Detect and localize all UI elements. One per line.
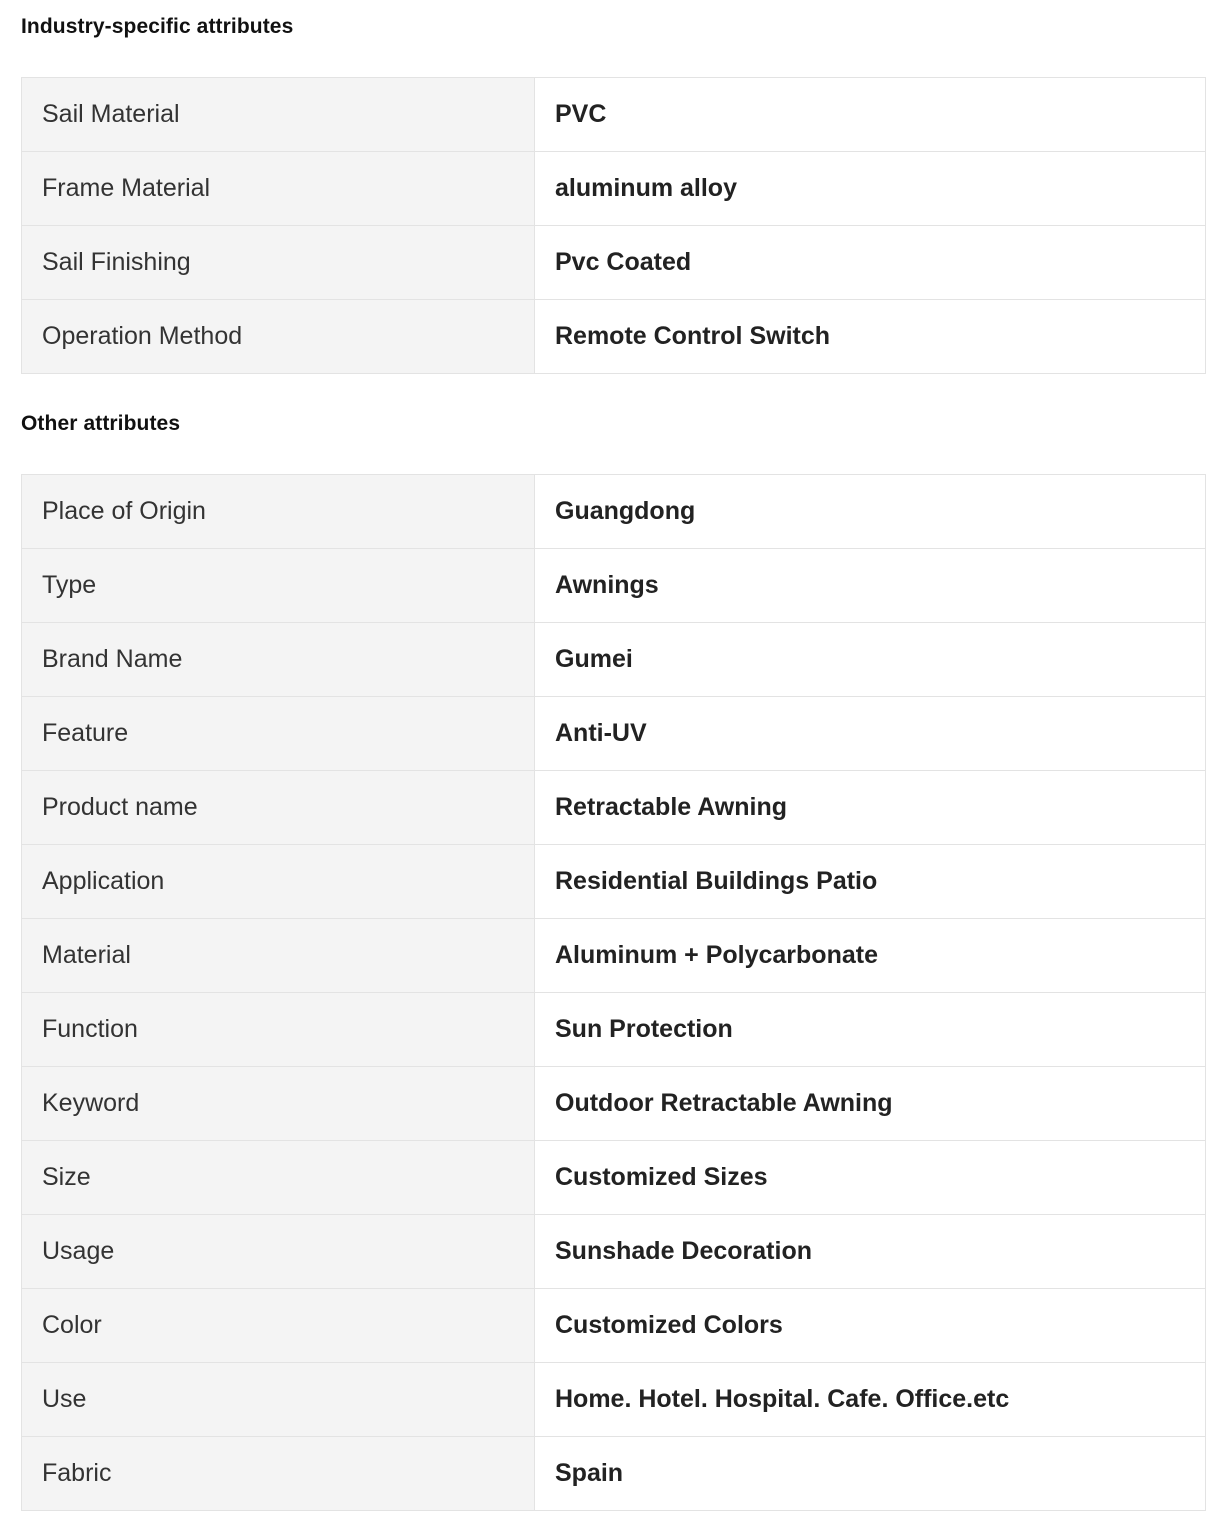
attribute-row xyxy=(22,475,1206,549)
attribute-row xyxy=(22,993,1206,1067)
attribute-label: Usage xyxy=(22,1215,535,1289)
attribute-row xyxy=(22,623,1206,697)
attribute-value: Anti-UV xyxy=(535,697,1206,771)
attribute-label: Sail Material xyxy=(22,78,535,152)
attribute-value: Retractable Awning xyxy=(535,771,1206,845)
attribute-label: Type xyxy=(22,549,535,623)
attribute-value: Outdoor Retractable Awning xyxy=(535,1067,1206,1141)
attribute-value: Gumei xyxy=(535,623,1206,697)
attribute-row xyxy=(22,919,1206,993)
attribute-label: Use xyxy=(22,1363,535,1437)
attribute-row xyxy=(22,1141,1206,1215)
attribute-row xyxy=(22,549,1206,623)
industry-attributes-table xyxy=(21,77,1206,374)
attribute-value: aluminum alloy xyxy=(535,152,1206,226)
attribute-value: Residential Buildings Patio xyxy=(535,845,1206,919)
industry-attributes-heading: Industry-specific attributes xyxy=(21,15,294,38)
attribute-label: Color xyxy=(22,1289,535,1363)
attribute-row xyxy=(22,1215,1206,1289)
attribute-row xyxy=(22,300,1206,374)
attribute-value: Aluminum + Polycarbonate xyxy=(535,919,1206,993)
attribute-row xyxy=(22,771,1206,845)
attribute-value: Sunshade Decoration xyxy=(535,1215,1206,1289)
attribute-label: Feature xyxy=(22,697,535,771)
attribute-value: Guangdong xyxy=(535,475,1206,549)
attribute-label: Material xyxy=(22,919,535,993)
attribute-label: Function xyxy=(22,993,535,1067)
attribute-label: Application xyxy=(22,845,535,919)
attribute-row xyxy=(22,697,1206,771)
attribute-value: Customized Sizes xyxy=(535,1141,1206,1215)
attribute-value: Customized Colors xyxy=(535,1289,1206,1363)
attribute-label: Brand Name xyxy=(22,623,535,697)
attribute-label: Fabric xyxy=(22,1437,535,1511)
attribute-value: Sun Protection xyxy=(535,993,1206,1067)
other-attributes-heading: Other attributes xyxy=(21,412,181,435)
attribute-row xyxy=(22,1363,1206,1437)
attribute-label: Product name xyxy=(22,771,535,845)
attribute-row xyxy=(22,1067,1206,1141)
attribute-row xyxy=(22,226,1206,300)
attribute-label: Keyword xyxy=(22,1067,535,1141)
attribute-value: PVC xyxy=(535,78,1206,152)
attribute-label: Sail Finishing xyxy=(22,226,535,300)
attribute-row xyxy=(22,78,1206,152)
attribute-row xyxy=(22,152,1206,226)
attribute-row xyxy=(22,1437,1206,1511)
attribute-value: Remote Control Switch xyxy=(535,300,1206,374)
attribute-label: Frame Material xyxy=(22,152,535,226)
attribute-label: Size xyxy=(22,1141,535,1215)
attribute-value: Home. Hotel. Hospital. Cafe. Office.etc xyxy=(535,1363,1206,1437)
attribute-label: Place of Origin xyxy=(22,475,535,549)
attribute-row xyxy=(22,1289,1206,1363)
attribute-row xyxy=(22,845,1206,919)
attribute-value: Awnings xyxy=(535,549,1206,623)
other-attributes-table xyxy=(21,474,1206,1511)
attribute-label: Operation Method xyxy=(22,300,535,374)
attribute-value: Pvc Coated xyxy=(535,226,1206,300)
attribute-value: Spain xyxy=(535,1437,1206,1511)
